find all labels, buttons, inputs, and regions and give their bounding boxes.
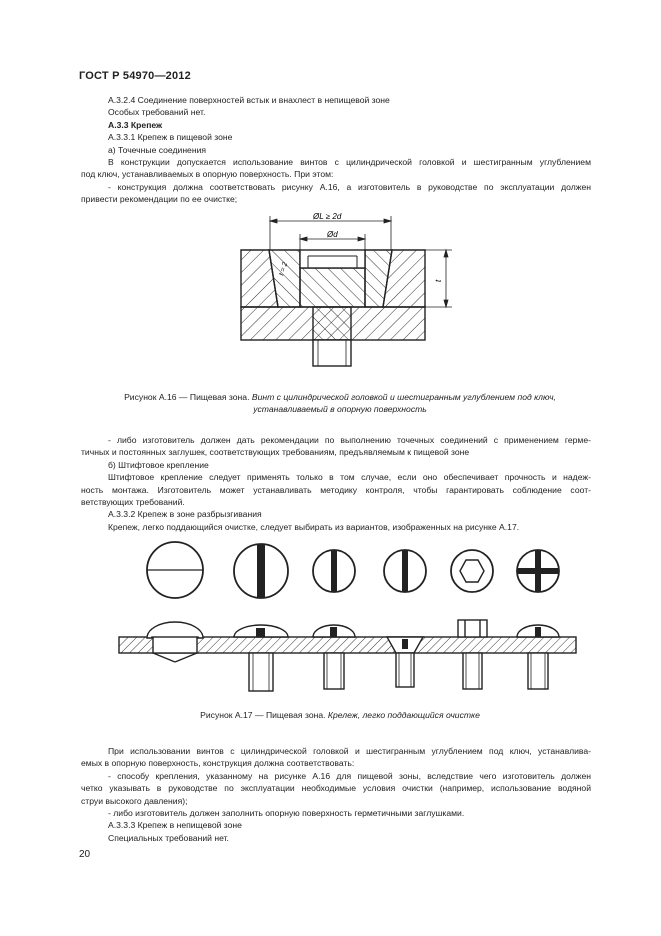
fastener-top-1 [147, 542, 203, 598]
text-line: Штифтовое крепление следует применять только в том случае, если оно обеспечивает прочность и надеж- [108, 472, 591, 483]
standard-header: ГОСТ Р 54970—2012 [79, 70, 191, 82]
dim-inner-label: Ød [327, 230, 338, 239]
text-block-2 [81, 434, 591, 533]
fastener-side-3 [313, 625, 355, 689]
text-block-3 [81, 745, 591, 844]
fastener-top-3 [313, 550, 355, 592]
dim-outer-label: ØL ≥ 2d [313, 212, 342, 221]
screw-shank [313, 307, 351, 366]
text-line: под ключ, устанавливаемых в опорную поверхность. При этом: [81, 169, 334, 180]
text-line: - либо изготовитель должен дать рекомендации по выполнению точечных соединений с применением герме- [108, 435, 591, 445]
dim-chamfer-label: t = 2 [278, 261, 290, 277]
fastener-top-6 [517, 550, 559, 592]
text-line: емых в опорную поверхность, конструкция должна соответствовать: [81, 758, 355, 769]
text-line: ветствующих требований. [81, 497, 185, 508]
caption-label: Рисунок А.16 — Пищевая зона. [124, 392, 250, 402]
caption-italic: Винт с цилиндрической головкой и шестигранным углублением под ключ, [251, 392, 556, 402]
top-views [147, 542, 559, 598]
section-a324: А.3.2.4 Соединение поверхностей встык и внахлест в непищевой зоне [108, 95, 390, 105]
figure-a16 [0, 208, 661, 368]
caption-italic: устанавливаемый в опорную поверхность [253, 404, 427, 415]
fastener-top-2 [234, 544, 288, 598]
fastener-side-6 [517, 625, 559, 689]
list-item-b: б) Штифтовое крепление [108, 459, 209, 470]
text-line: В конструкции допускается использование винтов с цилиндрической головкой и шестигранным углублением [108, 157, 591, 168]
text-line: Крепеж, легко поддающийся очистке, следует выбирать из вариантов, изображенных на рисунке А.17. [108, 521, 520, 532]
list-item-a: а) Точечные соединения [108, 144, 207, 155]
text-line: - способу крепления, указанному на рисунке А.16 для пищевой зоны, вследствие чего изготовитель должен [108, 770, 591, 781]
section-a331: А.3.3.1 Крепеж в пищевой зоне [108, 132, 233, 143]
caption-label: Рисунок А.17 — Пищевая зона. [200, 710, 326, 720]
fastener-side-4 [387, 637, 423, 687]
side-views [147, 620, 559, 691]
section-a33-heading: А.3.3 Крепеж [108, 119, 163, 130]
fastener-top-4 [384, 550, 426, 592]
screw-head [269, 250, 392, 307]
text-line: - либо изготовитель должен заполнить опорную поверхность герметичными заглушками. [108, 808, 465, 819]
figure-a16-caption [60, 391, 620, 416]
text-line: тичных и постоянных заглушек, соответствующих требованиям, предъявляемым к пищевой зоне [81, 447, 470, 458]
text-line: Особых требований нет. [108, 107, 206, 118]
section-a332: А.3.3.2 Крепеж в зоне разбрызгивания [108, 509, 262, 520]
text-block-1 [81, 94, 591, 206]
fastener-side-1 [147, 622, 203, 662]
text-line: привести рекомендации по ее очистке; [81, 194, 238, 205]
fastener-side-2 [234, 625, 288, 691]
section-a333: А.3.3.3 Крепеж в непищевой зоне [108, 820, 242, 831]
text-line: Специальных требований нет. [108, 832, 229, 843]
page-number: 20 [79, 849, 91, 860]
fastener-top-5 [451, 550, 493, 592]
figure-a17 [0, 536, 661, 696]
dim-depth-label: t [434, 279, 443, 282]
figure-a17-caption [60, 709, 620, 721]
text-line: - конструкция должна соответствовать рисунку А.16, а изготовитель в руководстве по эксплуатации должен [108, 181, 591, 192]
text-line: При использовании винтов с цилиндрической головкой и шестигранным углублением под ключ, устанавлива- [108, 746, 591, 756]
caption-italic: Крележ, легко поддающийся очистке [327, 710, 480, 720]
text-line: четко указывать в руководстве по эксплуатации необходимые условия очистки (например, использование водяной [81, 783, 591, 794]
fastener-side-5 [458, 620, 487, 689]
text-line: ность монтажа. Изготовитель может устанавливать методику контроля, чтобы гарантировать соблюдение соот- [81, 484, 591, 495]
text-line: струи высокого давления); [81, 795, 188, 806]
